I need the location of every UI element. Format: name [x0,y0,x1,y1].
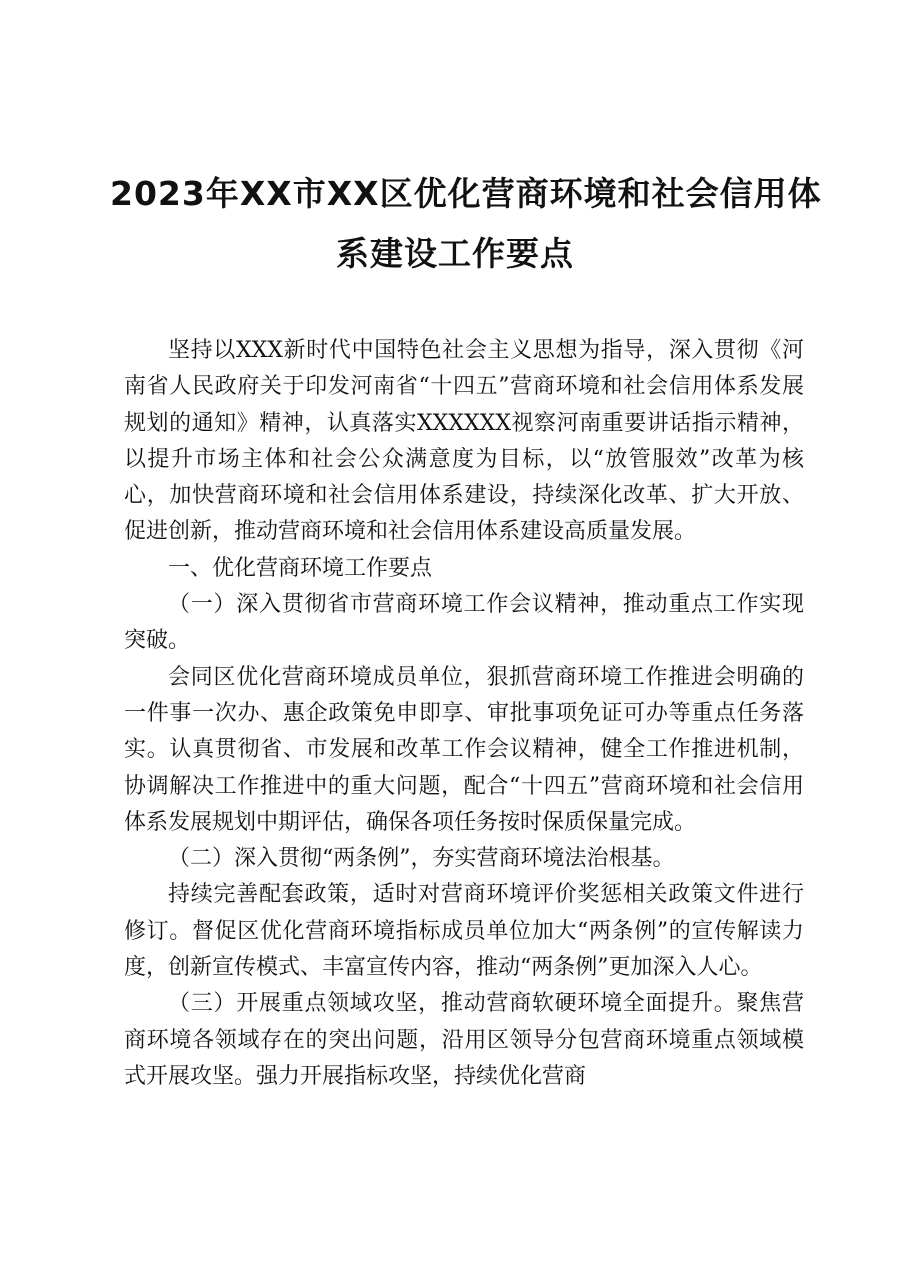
document-title-line-1: 2023年XX市XX区优化营商环境和社会信用体 [110,174,822,213]
document-body [124,333,804,1095]
subsection-heading-1: （一）深入贯彻省市营商环境工作会议精神，推动重点工作实现突破。 [124,592,804,654]
section-heading-1: 一、优化营商环境工作要点 [168,555,433,581]
paragraph-subsection-3: （三）开展重点领域攻坚，推动营商软硬环境全面提升。聚焦营商环境各领域存在的突出问题，沿用区领导分包营商环境重点领域模式开展攻坚。强力开展指标攻坚，持续优化营商 [124,991,804,1089]
subsection-heading-2: （二）深入贯彻“两条例”，夯实营商环境法治根基。 [168,846,675,872]
paragraph-subsection-1: 会同区优化营商环境成员单位，狠抓营商环境工作推进会明确的一件事一次办、惠企政策免申即享、审批事项免证可办等重点任务落实。认真贯彻省、市发展和改革工作会议精神，健全工作推进机制，协调解决工作推进中的重大问题，配合“十四五”营商环境和社会信用体系发展规划中期评估，确保各项任务按时保质保量完成。 [124,664,804,835]
document-title-line-2: 系建设工作要点 [336,234,574,273]
paragraph-subsection-2: 持续完善配套政策，适时对营商环境评价奖惩相关政策文件进行修订。督促区优化营商环境指标成员单位加大“两条例”的宣传解读力度，创新宣传模式、丰富宣传内容，推动“两条例”更加深入人心。 [124,882,804,981]
paragraph-intro: 坚持以XXX新时代中国特色社会主义思想为指导，深入贯彻《河南省人民政府关于印发河南省“十四五”营商环境和社会信用体系发展规划的通知》精神，认真落实XXXXXX视察河南重要讲话指示精神，以提升市场主体和社会公众满意度为目标，以“放管服效”改革为核心，加快营商环境和社会信用体系建设，持续深化改革、扩大开放、促进创新，推动营商环境和社会信用体系建设高质量发展。 [124,338,804,545]
